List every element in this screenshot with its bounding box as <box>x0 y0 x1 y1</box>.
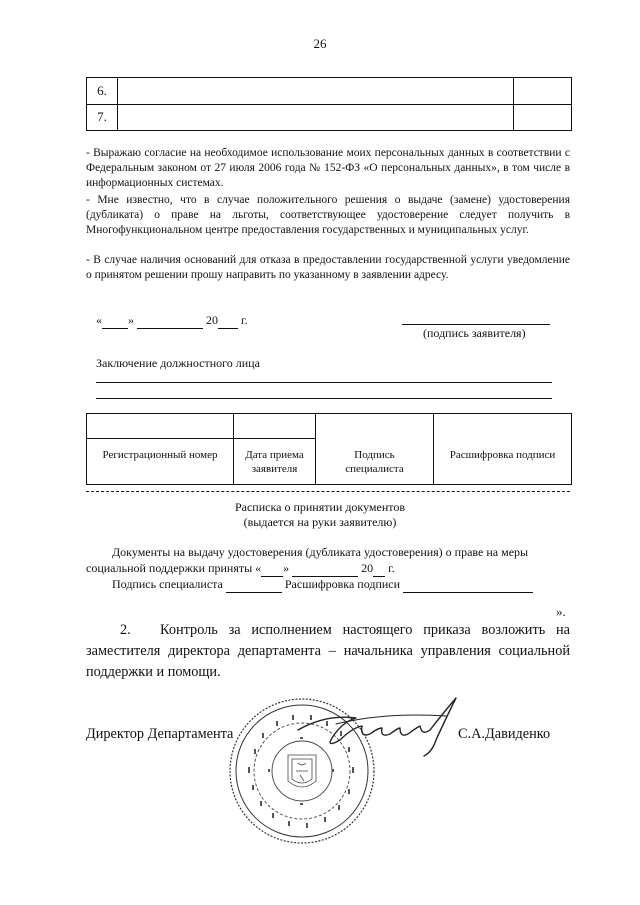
receipt-year-suffix: г. <box>388 561 395 575</box>
row-number: 6. <box>87 78 118 104</box>
consent-paragraph-3: - В случае наличия оснований для отказа в предоставлении государственной услуги уведомление о принятом решении прошу направить по указанному в заявлении адресу. <box>86 254 570 282</box>
row-number: 7. <box>87 104 118 130</box>
receipt-sig-field <box>226 577 282 593</box>
receipt-signature-line <box>112 577 533 593</box>
receipt-text-line-1: Документы на выдачу удостоверения (дубликата удостоверения) о праве на меры <box>112 545 529 559</box>
receipt-decode-field <box>403 577 533 593</box>
reception-date-header: Дата приема заявителя <box>245 449 304 475</box>
item2-number: 2. <box>120 622 131 638</box>
month-field <box>137 313 203 329</box>
receipt-decode-label: Расшифровка подписи <box>284 577 401 591</box>
director-name: С.А.Давиденко <box>458 726 551 742</box>
year-suffix: г. <box>241 313 248 327</box>
year-field <box>218 313 238 329</box>
page-number: 26 <box>313 36 327 51</box>
date-close-quote: » <box>128 313 134 327</box>
date-line <box>96 313 248 329</box>
item2-line-3: поддержки и помощи. <box>86 664 221 680</box>
receipt-year-prefix: 20 <box>361 561 374 575</box>
director-title: Директор Департамента <box>86 726 234 742</box>
receipt-text-line-2 <box>86 561 395 577</box>
conclusion-line-1 <box>96 382 552 383</box>
receipt-quote-close: » <box>283 561 290 575</box>
row-text-cell <box>118 104 514 130</box>
table-row <box>87 78 571 105</box>
cut-line <box>86 491 570 492</box>
reg-number-header: Регистрационный номер <box>102 449 218 461</box>
consent-paragraph-2: - Мне известно, что в случае положительного решения о выдаче (замене) удостоверения (дубликата) о праве на льготы, соответствующее удостоверение следует получить в Многофункциональном центре предоставления государственных и муниципальных услуг. <box>86 194 570 237</box>
row-extra-cell <box>514 78 571 104</box>
day-field <box>102 313 128 329</box>
receipt-sig-label: Подпись специалиста <box>112 577 223 591</box>
year-prefix: 20 <box>206 313 218 327</box>
receipt-day-field <box>261 561 283 577</box>
director-signature <box>296 694 466 764</box>
signature-decode-cell <box>434 414 571 484</box>
official-conclusion-label: Заключение должностного лица <box>96 356 260 370</box>
conclusion-line-2 <box>96 398 552 399</box>
receipt-month-field <box>292 561 358 577</box>
applicant-signature-line <box>402 324 550 325</box>
registration-table <box>86 413 572 485</box>
consent-paragraph-1: - Выражаю согласие на необходимое использование моих персональных данных в соответствии с Федеральным законом от 27 июля 2006 года № 152-ФЗ «О персональных данных», в том числе в информационных системах. <box>86 147 570 190</box>
reception-date-cell <box>234 414 316 484</box>
specialist-signature-cell <box>316 414 434 484</box>
receipt-year-field <box>373 561 385 577</box>
date-open-quote: « <box>96 313 102 327</box>
receipt-title: Расписка о принятии документов <box>234 500 406 514</box>
signature-decode-header: Расшифровка подписи <box>449 449 556 461</box>
specialist-signature-header: Подпись специалиста <box>345 449 404 475</box>
items-table <box>86 77 572 131</box>
closing-quote: ». <box>556 604 566 619</box>
row-text-cell <box>118 78 514 104</box>
item2-line-1: Контроль за исполнением настоящего приказа возложить на <box>160 622 570 638</box>
reg-number-cell <box>87 414 234 484</box>
applicant-signature-label: (подпись заявителя) <box>423 326 526 340</box>
item2-line-2: заместителя директора департамента – начальника управления социальной <box>86 643 570 659</box>
table-row <box>87 104 571 130</box>
receipt-subtitle: (выдается на руки заявителю) <box>243 515 397 529</box>
receipt-accepted-label: социальной поддержки приняты « <box>86 561 262 575</box>
row-extra-cell <box>514 104 571 130</box>
